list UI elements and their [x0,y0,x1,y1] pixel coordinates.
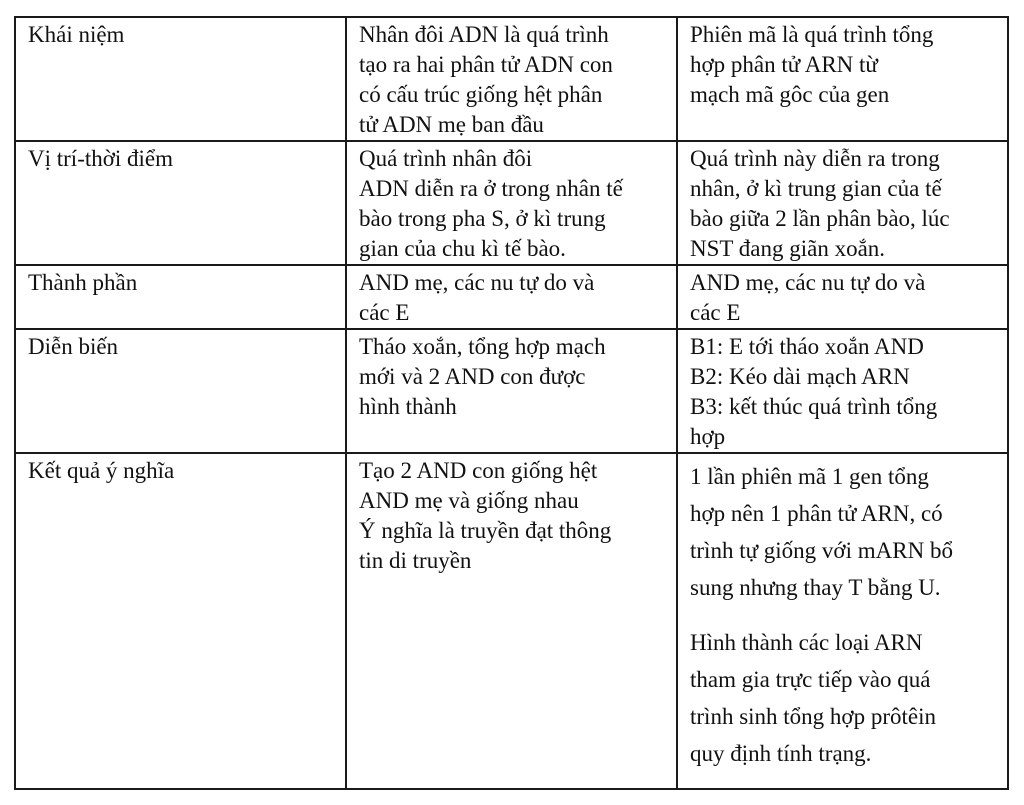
cell-line: Ý nghĩa là truyền đạt thông [359,518,612,543]
cell-line: hình thành [359,394,457,419]
cell-line: tham gia trực tiếp vào quá [690,667,931,692]
cell-line: hợp nên 1 phân tử ARN, có [690,501,943,526]
table-row [15,17,1008,141]
cell-line: Hình thành các loại ARN [690,630,923,655]
cell-line: Nhân đôi ADN là quá trình [359,22,609,47]
table-row [15,141,1008,265]
cell-line: AND mẹ, các nu tự do và [690,270,926,295]
transcription-cell [677,141,1008,265]
cell-line: 1 lần phiên mã 1 gen tổng [690,464,929,489]
table-row [15,265,1008,329]
cell-line: ADN diễn ra ở trong nhân tế [359,176,623,201]
cell-line: quy định tính trạng. [690,741,872,766]
cell-line: Quá trình nhân đôi [359,146,533,171]
cell-line: mới và 2 AND con được [359,364,586,389]
table-row [15,329,1008,453]
result-paragraph [690,458,997,606]
cell-line: bào giữa 2 lần phân bào, lúc [690,206,950,231]
replication-cell [346,17,677,141]
replication-cell [346,453,677,789]
cell-line: hợp [690,424,726,449]
cell-line: AND mẹ và giống nhau [359,488,579,513]
cell-line: các E [359,300,410,325]
cell-line: Tháo xoắn, tổng hợp mạch [359,334,606,359]
cell-line: B2: Kéo dài mạch ARN [690,364,910,389]
transcription-cell [677,453,1008,789]
row-label-cell [15,265,346,329]
replication-cell [346,265,677,329]
cell-line: NST đang giãn xoắn. [690,236,886,261]
cell-line: Quá trình này diễn ra trong [690,146,940,171]
transcription-cell [677,265,1008,329]
meaning-paragraph [690,624,997,772]
cell-line: mạch mã gôc của gen [690,82,890,107]
cell-line: hợp phân tử ARN từ [690,52,878,77]
row-label: Kết quả ý nghĩa [28,458,175,483]
row-label-cell [15,17,346,141]
cell-line: tin di truyền [359,548,472,573]
cell-line: B3: kết thúc quá trình tổng [690,394,938,419]
cell-line: gian của chu kì tế bào. [359,236,566,261]
cell-line: tử ADN mẹ ban đầu [359,112,544,137]
cell-line: sung nhưng thay T bằng U. [690,575,941,600]
cell-line: nhân, ở kì trung gian của tế [690,176,942,201]
comparison-table [14,16,1009,790]
row-label-cell [15,141,346,265]
row-label: Khái niệm [28,22,125,47]
table-row [15,453,1008,789]
cell-line: bào trong pha S, ở kì trung [359,206,606,231]
cell-line: Phiên mã là quá trình tổng [690,22,934,47]
cell-line: có cấu trúc giống hệt phân [359,82,603,107]
cell-line: trình sinh tổng hợp prôtêin [690,704,936,729]
cell-line: AND mẹ, các nu tự do và [359,270,595,295]
cell-line: Tạo 2 AND con giống hệt [359,458,598,483]
row-label-cell [15,453,346,789]
replication-cell [346,329,677,453]
cell-line: các E [690,300,741,325]
row-label: Diễn biến [28,334,119,359]
transcription-cell [677,17,1008,141]
transcription-cell [677,329,1008,453]
row-label: Vị trí-thời điểm [28,146,174,171]
cell-line: B1: E tới tháo xoắn AND [690,334,924,359]
cell-line: trình tự giống với mARN bổ [690,538,953,563]
row-label: Thành phần [28,270,138,295]
row-label-cell [15,329,346,453]
replication-cell [346,141,677,265]
cell-line: tạo ra hai phân tử ADN con [359,52,613,77]
